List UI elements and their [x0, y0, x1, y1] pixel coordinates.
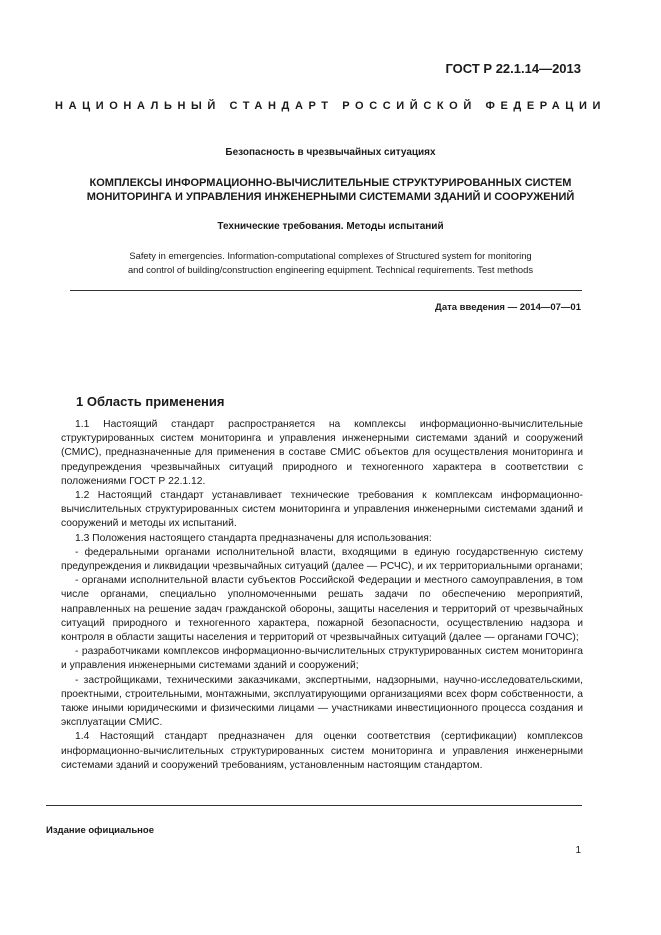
paragraph: 1.4 Настоящий стандарт предназначен для оценки соответствия (сертификации) комплексов информационно-вычислительных структурированных систем мониторинга и управления инженерными системами зданий и сооружений требованиям, установленным настоящим стандартом.	[61, 731, 583, 771]
top-divider	[70, 290, 582, 291]
list-item: - органами исполнительной власти субъектов Российской Федерации и местного самоуправления, в том числе органами, специально уполномоченными решать задачи по обеспечению мероприятий, направленных на решение задач гражданской обороны, защиты населения и территорий от чрезвычайных ситуаций природного и техногенного характера, пожарной безопасности, осуществлению надзора и контроля в области защиты населения и территорий от чрезвычайных ситуаций (далее — органами ГОЧС);	[61, 575, 583, 644]
list-item: - федеральными органами исполнительной власти, входящими в единую государственную систему предупреждения и ликвидации чрезвычайных ситуаций (далее — РСЧС), и их территориальными органами;	[61, 546, 583, 573]
page-number: 1	[575, 845, 581, 856]
national-standard-heading: НАЦИОНАЛЬНЫЙ СТАНДАРТ РОССИЙСКОЙ ФЕДЕРАЦИИ	[55, 100, 606, 112]
paragraph: 1.3 Положения настоящего стандарта предназначены для использования:	[75, 532, 432, 544]
list-item: - разработчиками комплексов информационно-вычислительных структурированных систем мониторинга и управления инженерными системами зданий и сооружений;	[61, 646, 583, 672]
introduction-date: Дата введения — 2014—07—01	[435, 302, 581, 313]
main-title-line: КОМПЛЕКСЫ ИНФОРМАЦИОННО-ВЫЧИСЛИТЕЛЬНЫЕ СТРУКТУРИРОВАННЫХ СИСТЕМ	[89, 177, 572, 189]
english-title-line: and control of building/construction engineering equipment. Technical requirements. Test methods	[127, 263, 534, 275]
list-item: - застройщиками, техническими заказчиками, экспертными, надзорными, научно-исследовательскими, проектными, строительными, монтажными, эксплуатирующими организациями всех форм собственности, а также иными юридическими и физическими лицами — участниками инвестиционного процесса создания и эксплуатации СМИС.	[61, 674, 583, 729]
section-body	[61, 418, 583, 773]
paragraph: 1.1 Настоящий стандарт распространяется на комплексы информационно-вычислительные структурированных систем мониторинга и управления инженерными системами зданий и сооружений (СМИС), предназначенные для применения в составе СМИС объектов для осуществления мониторинга и предупреждения чрезвычайных ситуаций природного и техногенного характера в соответствии с положениями ГОСТ Р 22.1.12.	[61, 419, 583, 487]
paragraph: 1.2 Настоящий стандарт устанавливает технические требования к комплексам информационно-вычислительных структурированных систем мониторинга и управления инженерными системами зданий и сооружений и методы их испытаний.	[61, 490, 583, 530]
english-title-line: Safety in emergencies. Information-computational complexes of Structured system for monitoring	[129, 250, 532, 261]
main-title	[0, 176, 661, 204]
section-heading: 1 Область применения	[76, 394, 225, 409]
subtitle: Технические требования. Методы испытаний	[217, 221, 444, 232]
series-title: Безопасность в чрезвычайных ситуациях	[225, 147, 436, 158]
footer-divider	[46, 805, 582, 806]
english-title	[0, 249, 661, 276]
document-code: ГОСТ Р 22.1.14—2013	[445, 61, 581, 76]
main-title-line: МОНИТОРИНГА И УПРАВЛЕНИЯ ИНЖЕНЕРНЫМИ СИСТЕМАМИ ЗДАНИЙ И СООРУЖЕНИЙ	[86, 191, 575, 203]
edition-label: Издание официальное	[46, 825, 154, 836]
